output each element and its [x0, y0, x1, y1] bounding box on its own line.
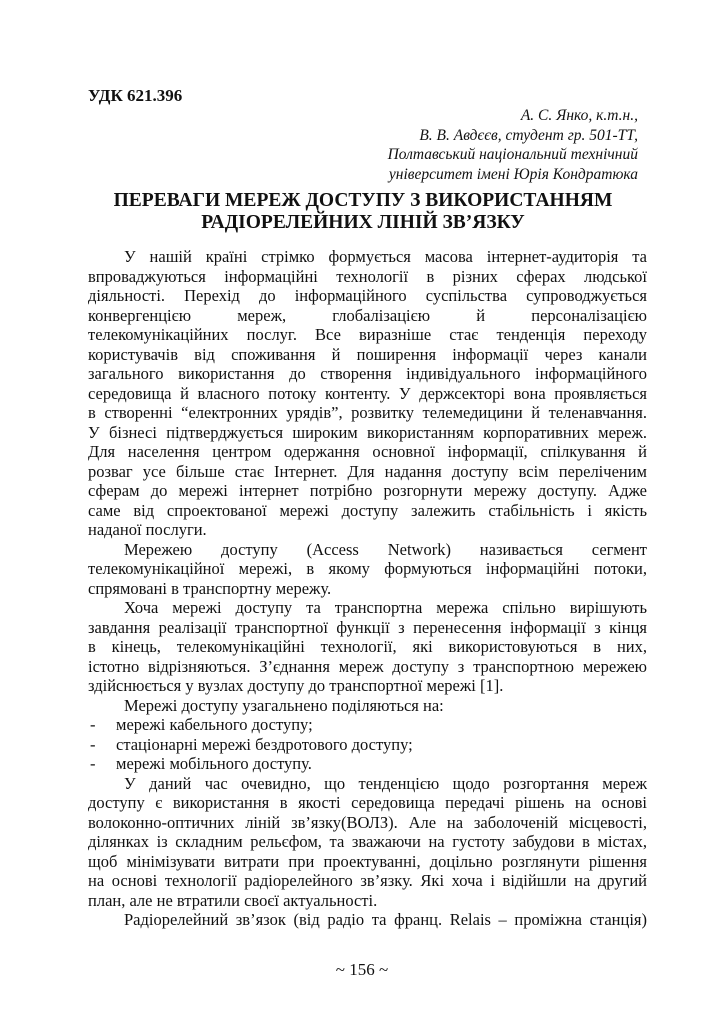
paragraph: [88, 247, 647, 540]
list-item-text: стаціонарні мережі бездротового доступу;: [116, 734, 413, 754]
text-line: телекомунікаційної мережі, в якому формуються інформаційні потоки,: [88, 559, 647, 578]
text-line: конвергенцією мереж, глобалізацією й персоналізацією: [88, 305, 647, 325]
paragraph: [88, 598, 647, 696]
list-item: [88, 754, 647, 774]
text-line: щоб мінімізувати витрати при проектуванні, доцільно розглянути рішення: [88, 851, 647, 871]
paragraph: [88, 540, 647, 599]
paragraph: [88, 774, 647, 911]
paragraph: [88, 910, 647, 930]
author-line: В. В. Авдєєв, студент гр. 501-ТТ,: [419, 126, 638, 144]
page-number: ~ 156 ~: [335, 960, 389, 979]
text-line: саме від спроектованої мережі доступу залежить стабільність і якість: [88, 500, 647, 520]
article-body: [88, 247, 647, 930]
article-title: [80, 190, 646, 234]
text-line: в кінець, телекомунікаційні технології, які використовуються в них,: [88, 637, 647, 656]
text-line: користувачів від споживання й поширення інформації через канали: [88, 344, 647, 364]
affiliation-line: університет імені Юрія Кондратюка: [388, 165, 638, 183]
text-line: здійснюється у вузлах доступу до транспортної мережі [1].: [88, 676, 504, 695]
text-line: істотно відрізняються. З’єднання мереж доступу з транспортною мережею: [88, 656, 647, 676]
text-line: сферам до мережі інтернет потрібно розгорнути мережу доступу. Адже: [88, 481, 647, 500]
authors-block: [388, 106, 638, 184]
title-line: РАДІОРЕЛЕЙНИХ ЛІНІЙ ЗВ’ЯЗКУ: [201, 212, 525, 233]
text-line: середовища й власного потоку контенту. У держсекторі вона проявляється: [88, 383, 647, 403]
affiliation-line: Полтавський національний технічний: [387, 146, 638, 163]
list-item: [88, 715, 647, 735]
text-line: ділянках із складним рельєфом, та зважаючи на густоту забудови в містах,: [88, 832, 647, 851]
text-line: розваг усе більше стає Інтернет. Для надання доступу всім переліченим: [88, 461, 647, 481]
paragraph: [88, 696, 647, 716]
text-line: У бізнесі підтверджується широким використанням корпоративних мереж.: [88, 422, 647, 442]
text-line: загального використання до створення індивідуального інформаційного: [88, 364, 647, 383]
title-line: ПЕРЕВАГИ МЕРЕЖ ДОСТУПУ З ВИКОРИСТАННЯМ: [113, 190, 613, 211]
text-line: доступу є використання в якості середовища передачі рішень на основі: [88, 793, 647, 812]
list-marker: -: [90, 734, 96, 754]
text-line: телекомунікаційних послуг. Все виразніше стає тенденція переходу: [88, 325, 647, 344]
list-item-text: мережі кабельного доступу;: [116, 715, 313, 734]
text-line: завдання реалізації транспортної функції з перенесення інформації з кінця: [88, 617, 647, 637]
text-line: У нашій країні стрімко формується масова інтернет-аудиторія та: [124, 247, 647, 266]
text-line: план, але не втратили своєї актуальності.: [88, 890, 378, 910]
text-line: впроваджуються інформаційні технології в різних сферах людської: [88, 266, 647, 286]
text-line: Мережі доступу узагальнено поділяються на:: [124, 695, 444, 715]
text-line: Для населення центром одержання основної інформації, спілкування й: [88, 442, 647, 461]
text-line: Радіорелейний зв’язок (від радіо та франц. Relais – проміжна станція): [124, 910, 647, 929]
list-marker: -: [90, 754, 96, 773]
text-line: волоконно-оптичних ліній зв’язку(ВОЛЗ). Але на заболоченій місцевості,: [88, 812, 647, 832]
bullet-list: [88, 715, 647, 774]
text-line: на основі технології радіорелейного зв’язку. Які хоча і відійшли на другий: [88, 871, 647, 890]
list-item-text: мережі мобільного доступу.: [116, 754, 312, 773]
text-line: Мережею доступу (Access Network) називається сегмент: [124, 539, 647, 559]
author-line: А. С. Янко, к.т.н.,: [520, 107, 638, 124]
text-line: У даний час очевидно, що тенденцією щодо розгортання мереж: [124, 773, 647, 793]
text-line: Хоча мережі доступу та транспортна мережа спільно вирішують: [124, 598, 647, 617]
list-marker: -: [90, 715, 96, 734]
list-item: [88, 735, 647, 755]
text-line: в створенні “електронних урядів”, розвитку телемедицини й теленавчання.: [88, 403, 647, 422]
text-line: діяльності. Перехід до інформаційного суспільства супроводжується: [88, 286, 647, 305]
text-line: наданої послуги.: [88, 520, 207, 539]
udc-code: УДК 621.396: [88, 86, 183, 105]
text-line: спрямовані в транспортну мережу.: [88, 578, 332, 598]
